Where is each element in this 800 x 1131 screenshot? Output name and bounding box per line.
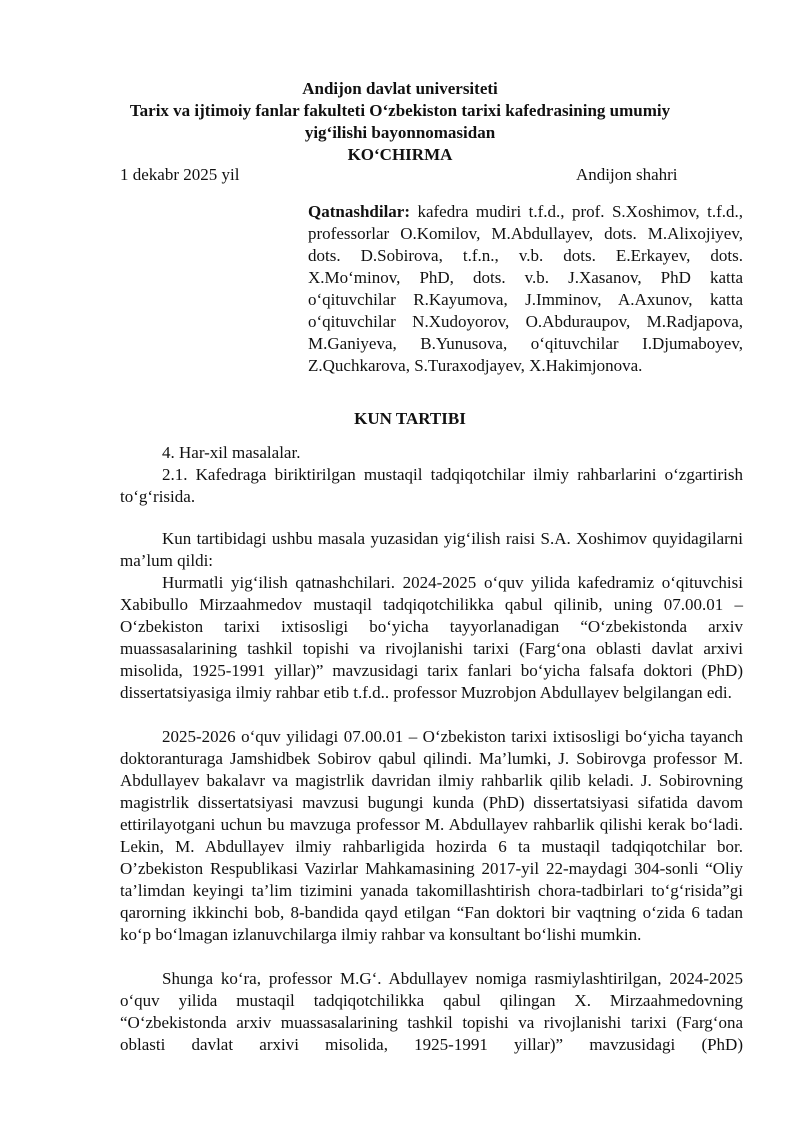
- document-title: KO‘CHIRMA: [347, 145, 453, 164]
- body-paragraph-1: Kun tartibidagi ushbu masala yuzasidan yig‘ilish raisi S.A. Xoshimov quyidagilarni ma’lum qildi:: [120, 529, 743, 570]
- participants-label: Qatnashdilar:: [308, 202, 411, 221]
- university-name: Andijon davlat universiteti: [302, 79, 498, 98]
- document-city: Andijon shahri: [576, 165, 678, 184]
- minutes-line: yig‘ilishi bayonnomasidan: [304, 123, 496, 142]
- body-paragraph-2: Hurmatli yig‘ilish qatnashchilari. 2024-2025 o‘quv yilida kafedramiz o‘qituvchisi Xabibullo Mirzaahmedov mustaqil tadqiqotchilikka qabul qilinib, uning 07.00.01 – O‘zbekiston tarixi ixtisosligi bo‘yicha tayyorlanadigan “O‘zbekistonda arxiv muassasalarining tashkil topishi va rivojlanishi tarixi (Farg‘ona oblasti davlat arxivi misolida, 1925-1991 yillar)” mavzusidagi tarix fanlari bo‘yicha falsafa doktori (PhD) dissertatsiyasiga ilmiy rahbar etib t.f.d.. professor Muzrobjon Abdullayev belgilangan edi.: [120, 573, 743, 702]
- agenda-title: KUN TARTIBI: [354, 409, 466, 428]
- agenda-item: 4. Har-xil masalalar.: [162, 443, 301, 462]
- participants-block: [308, 201, 743, 377]
- faculty-line: Tarix va ijtimoiy fanlar fakulteti O‘zbekiston tarixi kafedrasining umumiy: [129, 101, 671, 120]
- agenda-subitem: 2.1. Kafedraga biriktirilgan mustaqil tadqiqotchilar ilmiy rahbarlarini o‘zgartirish to‘g‘risida.: [120, 465, 743, 506]
- body-paragraph-4: Shunga ko‘ra, professor M.G‘. Abdullayev nomiga rasmiylashtirilgan, 2024-2025 o‘quv yilida mustaqil tadqiqotchilikka qabul qilingan X. Mirzaahmedovning “O‘zbekistonda arxiv muassasalarining tashkil topishi va rivojlanishi tarixi (Farg‘ona oblasti davlat arxivi misolida, 1925-1991 yillar)” mavzusidagi (PhD): [120, 969, 743, 1054]
- participants-list: kafedra mudiri t.f.d., prof. S.Xoshimov, t.f.d., professorlar O.Komilov, M.Abdullayev, dots. M.Alixojiyev, dots. D.Sobirova, t.f.n., v.b. dots. E.Erkayev, dots. X.Mo‘minov, PhD, dots. v.b. J.Xasanov, PhD katta o‘qituvchilar R.Kayumova, J.Imminov, A.Axunov, katta o‘qituvchilar N.Xudoyorov, O.Abduraupov, M.Radjapova, M.Ganiyeva, B.Yunusova, o‘qituvchilar I.Djumaboyev, Z.Quchkarova, S.Turaxodjayev, X.Hakimjonova.: [308, 202, 743, 375]
- body-paragraph-3: 2025-2026 o‘quv yilidagi 07.00.01 – O‘zbekiston tarixi ixtisosligi bo‘yicha tayanch doktoranturaga Jamshidbek Sobirov qabul qilindi. Ma’lumki, J. Sobirovga professor M. Abdullayev bakalavr va magistrlik davridan ilmiy rahbarlik qilib keladi. J. Sobirovning magistrlik dissertatsiyasi mavzusi bugungi kunda (PhD) dissertatsiyasi sifatida davom ettirilayotgani uchun bu mavzuga professor M. Abdullayev rahbarlik qilishi kerak bo‘ladi. Lekin, M. Abdullayev ilmiy rahbarligida hozirda 6 ta mustaqil tadqiqotchilar bor. O’zbekiston Respublikasi Vazirlar Mahkamasining 2017-yil 22-maydagi 304-sonli “Oliy ta’limdan keyingi ta’lim tizimini yanada takomillashtirish chora-tadbirlari to‘g‘risida”gi qarorning ikkinchi bob, 8-bandida qayd etilgan “Fan doktori bir vaqtning o‘zida 6 tadan ko‘p bo‘lmagan izlanuvchilarga ilmiy rahbar va konsultant bo‘lishi mumkin.: [120, 727, 743, 944]
- document-date: 1 dekabr 2025 yil: [120, 165, 240, 184]
